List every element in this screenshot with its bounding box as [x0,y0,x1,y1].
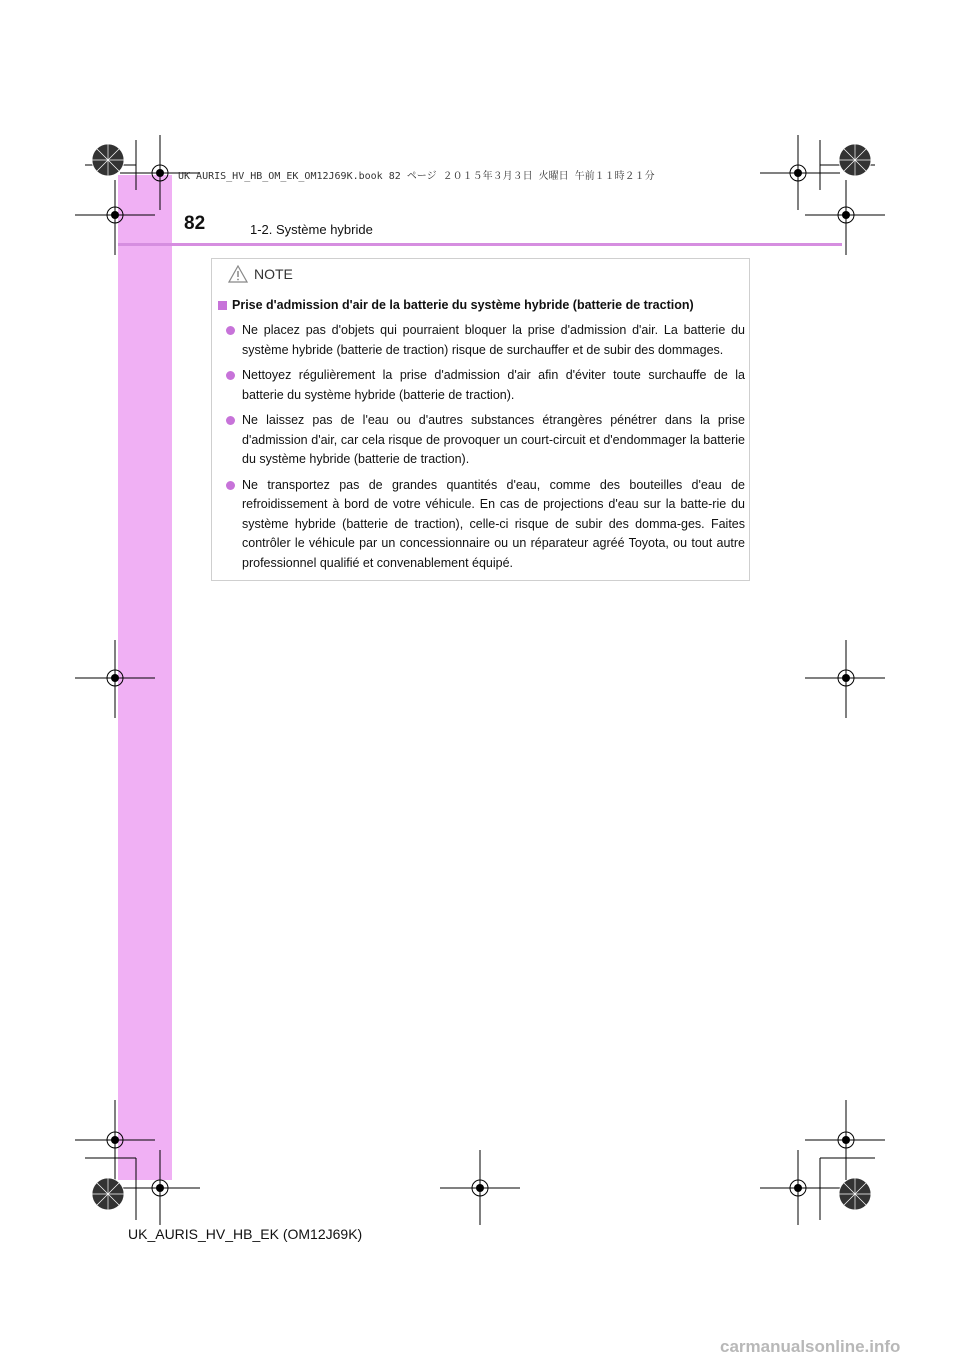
circle-bullet-icon [226,326,235,335]
watermark: carmanualsonline.info [720,1337,901,1356]
list-item [226,321,745,360]
list-item-text: Ne placez pas d'objets qui pourraient bloquer la prise d'admission d'air. La batterie du système hybride (batterie de traction) risque de surchauffer et de subir des dommages. [242,323,745,357]
page-number: 82 [184,213,206,234]
list-item [226,411,745,470]
note-title-text: Prise d'admission d'air de la batterie du système hybride (batterie de traction) [232,298,694,312]
list-item-text: Ne laissez pas de l'eau ou d'autres substances étrangères pénétrer dans la prise d'admission d'air, car cela risque de provoquer un court-circuit et d'endommager la batterie du système hybride (batterie de traction). [242,413,745,466]
square-bullet-icon [218,301,227,310]
print-info: UK AURIS_HV_HB_OM_EK_OM12J69K.book 82 ページ ２０１５年３月３日 火曜日 午前１１時２１分 [178,171,655,182]
section-title: 1-2. Système hybride [250,222,373,237]
bullet-list [226,321,745,579]
note-box [211,258,750,581]
warning-triangle-icon [228,265,248,283]
circle-bullet-icon [226,481,235,490]
circle-bullet-icon [226,371,235,380]
note-header [228,265,293,283]
list-item [226,366,745,405]
list-item-text: Nettoyez régulièrement la prise d'admission d'air afin d'éviter toute surchauffe de la batterie du système hybride (batterie de traction). [242,368,745,402]
document-code: UK_AURIS_HV_HB_EK (OM12J69K) [128,1226,363,1242]
list-item [226,476,745,574]
circle-bullet-icon [226,416,235,425]
list-item-text: Ne transportez pas de grandes quantités d'eau, comme des bouteilles d'eau de refroidissement à bord de votre véhicule. En cas de projections d'eau sur la batte-rie du système hybride (batterie de traction), celle-ci risque de subir des domma-ges. Faites contrôler le véhicule par un concessionnaire ou un réparateur agréé Toyota, ou tout autre professionnel qualifié et convenablement équipé. [242,477,745,570]
note-label: NOTE [254,266,293,282]
note-title [218,298,743,312]
